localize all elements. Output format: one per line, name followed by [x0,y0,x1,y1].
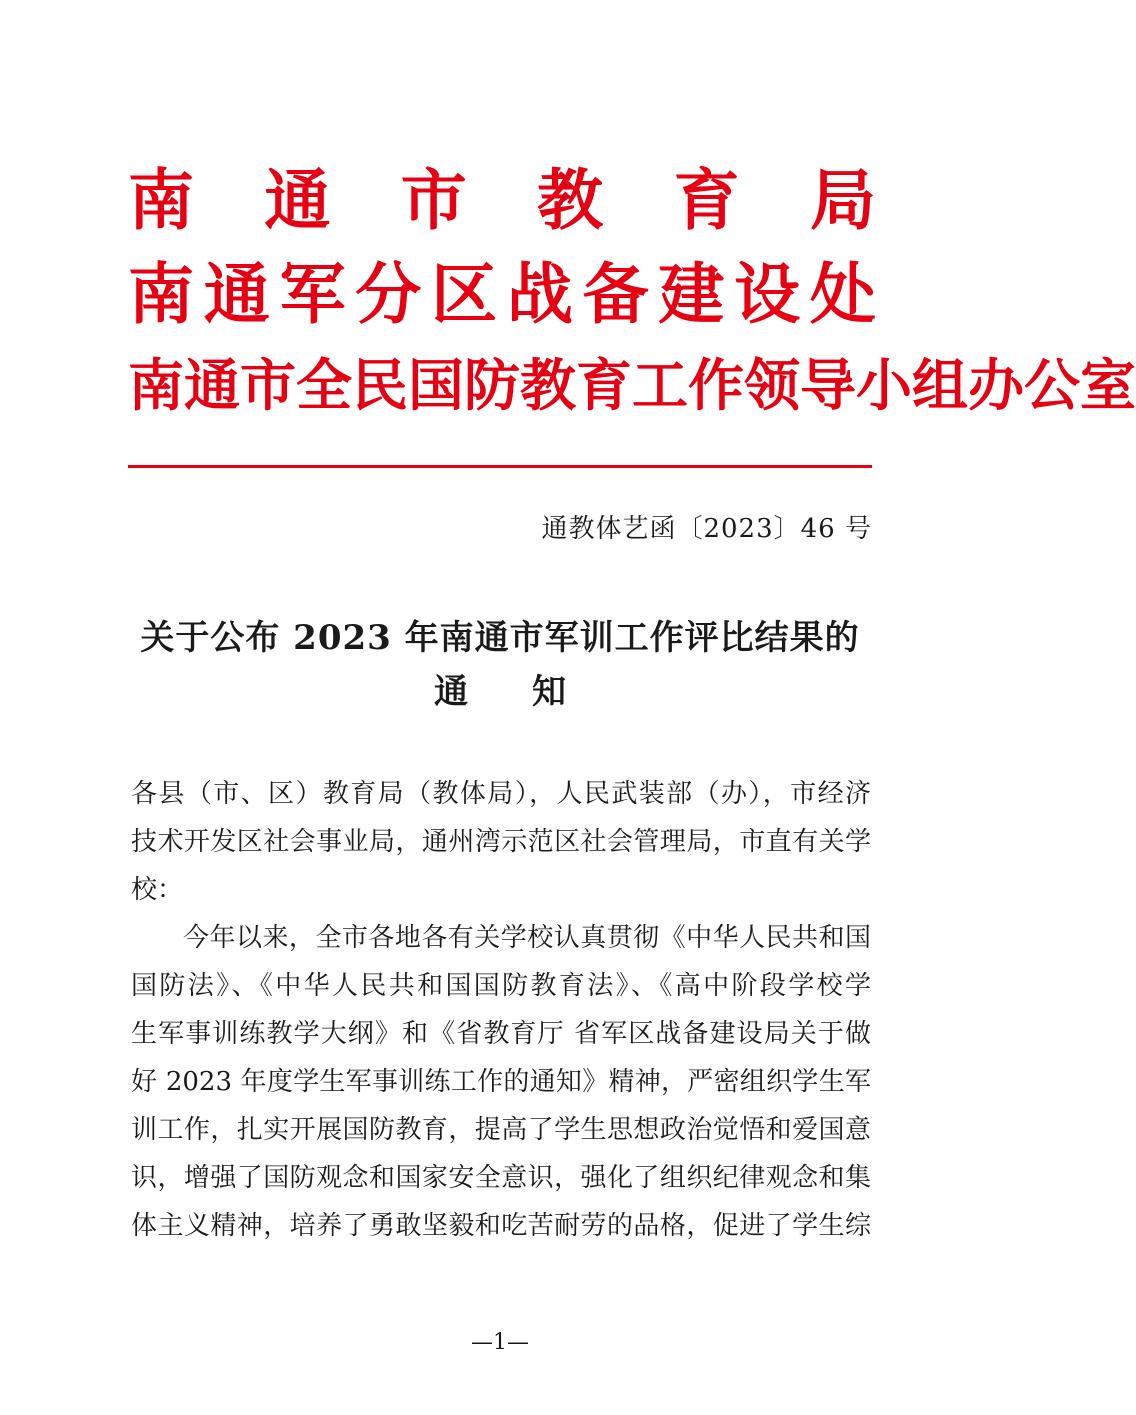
letterhead-char: 教 [520,354,576,419]
salutation-line: 技术开发区社会事业局，通州湾示范区社会管理局，市直有关学 [131,827,871,857]
letterhead-char: 局 [809,162,876,239]
title-char-tong: 通 [434,672,468,712]
letterhead-char: 南 [128,354,184,419]
letterhead-char: 南 [128,162,194,239]
letterhead-char: 战 [506,256,573,333]
letterhead-char: 民 [352,354,408,419]
paragraph-line: 今年以来，全市各地各有关学校认真贯彻《中华人民共和国 [183,923,871,953]
salutation-line: 校： [131,875,184,905]
letterhead-char: 办 [968,354,1024,419]
letterhead-char: 公 [1024,354,1080,419]
letterhead-char: 军 [279,256,346,333]
letterhead-char: 南 [128,256,194,333]
letterhead-char: 通 [184,354,240,419]
letterhead-char: 分 [355,256,422,333]
letterhead-char: 室 [1080,354,1136,419]
letterhead-char: 市 [400,162,467,239]
letterhead-char: 处 [809,256,876,333]
paragraph-line: 识，增强了国防观念和国家安全意识，强化了组织纪律观念和集 [131,1163,871,1193]
paragraph-line: 体主义精神，培养了勇敢坚毅和吃苦耐劳的品格，促进了学生综 [131,1211,871,1241]
letterhead-char: 建 [658,256,725,333]
letterhead-char: 导 [800,354,856,419]
letterhead-char: 全 [296,354,352,419]
letterhead-char: 区 [431,256,498,333]
letterhead-char: 小 [856,354,912,419]
letterhead-char: 备 [582,256,649,333]
letterhead-char: 通 [203,256,270,333]
letterhead-char: 市 [240,354,296,419]
paragraph-line: 好 2023 年度学生军事训练工作的通知》精神，严密组织学生军 [131,1067,871,1097]
letterhead-char: 作 [688,354,744,419]
letterhead-char: 工 [632,354,688,419]
letterhead-divider [128,465,872,468]
page-number: —1— [471,1330,529,1355]
paragraph-line: 训工作，扎实开展国防教育，提高了学生思想政治觉悟和爱国意 [131,1115,871,1145]
letterhead-char: 设 [734,256,801,333]
body-paragraph [131,914,871,1250]
letterhead-char: 防 [464,354,520,419]
letterhead-char: 育 [576,354,632,419]
paragraph-line: 生军事训练教学大纲》和《省教育厅 省军区战备建设局关于做 [131,1019,871,1049]
issuer-education-bureau [128,162,876,239]
title-char-zhi: 知 [532,672,566,712]
paragraph-line: 国防法》、《中华人民共和国国防教育法》、《高中阶段学校学 [131,971,871,1001]
letterhead-char: 育 [673,162,740,239]
document-title-line-1: 关于公布 2023 年南通市军训工作评比结果的 [140,618,860,658]
letterhead-char: 通 [264,162,331,239]
issuer-defense-education-office [128,354,1136,419]
letterhead-char: 领 [744,354,800,419]
document-title-line-2 [100,664,900,713]
letterhead-char: 国 [408,354,464,419]
letterhead-char: 教 [537,162,604,239]
salutation-line: 各县（市、区）教育局（教体局），人民武装部（办），市经济 [131,779,871,809]
letterhead-char: 组 [912,354,968,419]
document-number: 通教体艺函〔2023〕46 号 [541,514,872,544]
salutation [131,770,871,914]
issuer-military-subdistrict [128,256,876,333]
